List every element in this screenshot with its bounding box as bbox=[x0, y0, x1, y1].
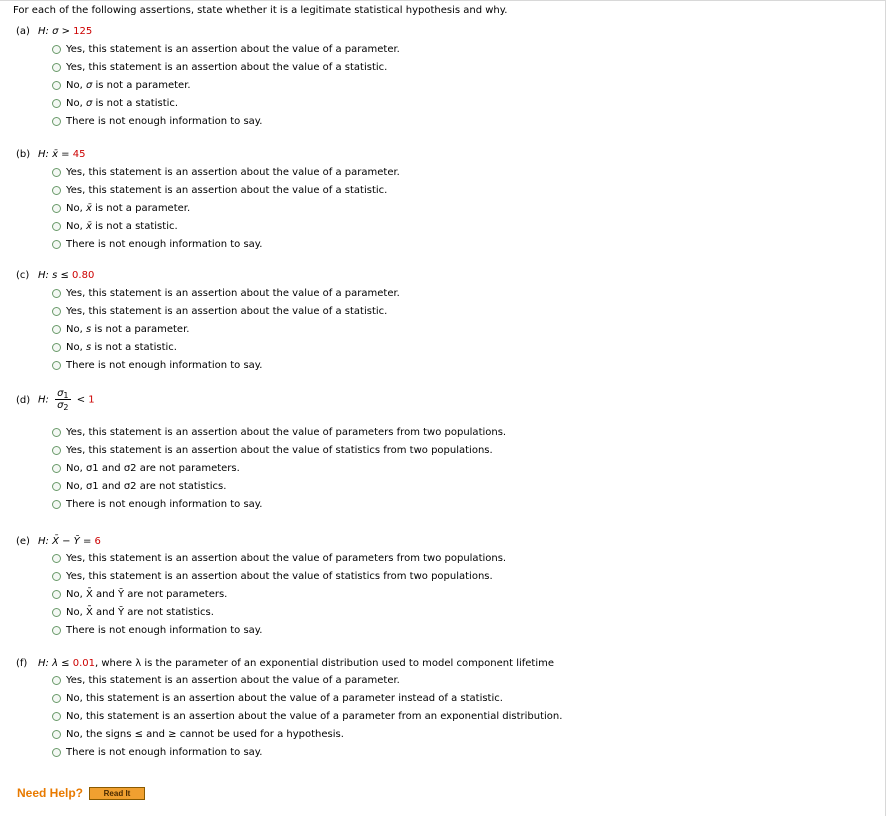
radio-button[interactable] bbox=[52, 730, 61, 739]
hypothesis-value: 125 bbox=[73, 26, 93, 37]
radio-button[interactable] bbox=[52, 117, 61, 126]
answer-option[interactable] bbox=[52, 95, 400, 113]
radio-button[interactable] bbox=[52, 325, 61, 334]
question-d bbox=[16, 388, 95, 411]
answer-option[interactable] bbox=[52, 459, 506, 477]
fraction-denominator bbox=[57, 400, 68, 411]
answer-option[interactable] bbox=[52, 76, 400, 94]
answer-option[interactable] bbox=[52, 671, 562, 689]
question-a bbox=[16, 26, 92, 37]
answer-option[interactable] bbox=[52, 744, 562, 762]
option-text: Yes, this statement is an assertion about the value of a statistic. bbox=[66, 61, 388, 73]
question-label: (b) bbox=[16, 149, 31, 160]
read-it-button[interactable]: Read It bbox=[89, 787, 145, 800]
hypothesis-symbol: X̄ − Ȳ bbox=[52, 536, 80, 547]
need-help-label: Need Help? bbox=[17, 786, 84, 800]
fraction-numerator bbox=[55, 388, 70, 400]
option-text: Yes, this statement is an assertion about the value of statistics from two populations. bbox=[66, 570, 493, 582]
radio-button[interactable] bbox=[52, 608, 61, 617]
option-text: Yes, this statement is an assertion about the value of a statistic. bbox=[66, 305, 388, 317]
radio-button[interactable] bbox=[52, 626, 61, 635]
radio-button[interactable] bbox=[52, 482, 61, 491]
option-text: No, σ is not a statistic. bbox=[66, 98, 179, 110]
option-symbol: σ bbox=[85, 79, 93, 91]
hypothesis-relation: = bbox=[79, 536, 95, 547]
hypothesis-relation: = bbox=[58, 149, 73, 160]
radio-button[interactable] bbox=[52, 204, 61, 213]
option-text: No, x̄ is not a statistic. bbox=[66, 221, 178, 233]
page-border-top bbox=[0, 0, 886, 1]
answer-option[interactable] bbox=[52, 181, 400, 199]
hypothesis-relation: > bbox=[58, 26, 74, 37]
options-c bbox=[52, 284, 400, 375]
answer-option[interactable] bbox=[52, 113, 400, 131]
option-text: No, σ is not a parameter. bbox=[66, 79, 191, 91]
hypothesis-symbol: σ bbox=[52, 26, 59, 37]
question-intro: For each of the following assertions, state whether it is a legitimate statistical hypothesis and why. bbox=[13, 5, 508, 16]
option-text: Yes, this statement is an assertion about the value of a statistic. bbox=[66, 184, 388, 196]
sigma-symbol: σ bbox=[57, 388, 64, 399]
subscript: 1 bbox=[63, 391, 69, 400]
answer-option[interactable] bbox=[52, 320, 400, 338]
option-text: No, this statement is an assertion about the value of a parameter from an exponential distribution. bbox=[66, 710, 563, 722]
hypothesis-symbol: x̄ bbox=[52, 149, 58, 160]
question-label: (a) bbox=[16, 26, 30, 37]
option-text: No, X̄ and Ȳ are not parameters. bbox=[66, 588, 228, 600]
radio-button[interactable] bbox=[52, 45, 61, 54]
radio-button[interactable] bbox=[52, 554, 61, 563]
answer-option[interactable] bbox=[52, 218, 400, 236]
option-text: Yes, this statement is an assertion about the value of statistics from two populations. bbox=[66, 444, 493, 456]
option-text: No, σ1 and σ2 are not parameters. bbox=[66, 462, 240, 474]
hypothesis-value: 45 bbox=[72, 149, 86, 160]
radio-button[interactable] bbox=[52, 694, 61, 703]
option-symbol: x̄ bbox=[85, 221, 92, 233]
options-e bbox=[52, 549, 506, 640]
option-text: No, s is not a parameter. bbox=[66, 323, 190, 335]
option-symbol: s bbox=[85, 323, 92, 335]
answer-option[interactable] bbox=[52, 585, 506, 603]
answer-option[interactable] bbox=[52, 496, 506, 514]
hypothesis-h: H: bbox=[38, 270, 49, 281]
hypothesis-value: 6 bbox=[94, 536, 101, 547]
radio-button[interactable] bbox=[52, 361, 61, 370]
option-text: Yes, this statement is an assertion about the value of a parameter. bbox=[66, 674, 400, 686]
question-c bbox=[16, 270, 94, 281]
option-symbol: x̄ bbox=[85, 202, 92, 214]
hypothesis-value: 0.01 bbox=[72, 658, 96, 669]
answer-option[interactable] bbox=[52, 423, 506, 441]
radio-button[interactable] bbox=[52, 63, 61, 72]
answer-option[interactable] bbox=[52, 236, 400, 254]
answer-option[interactable] bbox=[52, 478, 506, 496]
options-d bbox=[52, 423, 506, 514]
radio-button[interactable] bbox=[52, 343, 61, 352]
answer-option[interactable] bbox=[52, 284, 400, 302]
answer-option[interactable] bbox=[52, 441, 506, 459]
question-b bbox=[16, 149, 85, 160]
question-label: (e) bbox=[16, 536, 30, 547]
sigma-symbol: σ bbox=[57, 400, 64, 411]
radio-button[interactable] bbox=[52, 464, 61, 473]
hypothesis-h: H: bbox=[38, 394, 49, 406]
options-f bbox=[52, 671, 562, 762]
answer-option[interactable] bbox=[52, 302, 400, 320]
option-text: There is not enough information to say. bbox=[66, 499, 263, 511]
question-label: (d) bbox=[16, 394, 31, 406]
hypothesis-value: 0.80 bbox=[72, 270, 95, 281]
option-text: No, the signs ≤ and ≥ cannot be used for a hypothesis. bbox=[66, 729, 344, 741]
radio-button[interactable] bbox=[52, 222, 61, 231]
answer-option[interactable] bbox=[52, 567, 506, 585]
option-text: There is not enough information to say. bbox=[66, 360, 263, 372]
radio-button[interactable] bbox=[52, 572, 61, 581]
radio-button[interactable] bbox=[52, 712, 61, 721]
question-label: (f) bbox=[16, 658, 28, 669]
option-text: There is not enough information to say. bbox=[66, 116, 263, 128]
question-label: (c) bbox=[16, 270, 30, 281]
option-text: Yes, this statement is an assertion about the value of a parameter. bbox=[66, 43, 400, 55]
answer-option[interactable] bbox=[52, 604, 506, 622]
radio-button[interactable] bbox=[52, 186, 61, 195]
subscript: 2 bbox=[63, 403, 69, 412]
option-text: No, σ1 and σ2 are not statistics. bbox=[66, 481, 227, 493]
option-text: No, s is not a statistic. bbox=[66, 342, 177, 354]
hypothesis-value: 1 bbox=[88, 394, 95, 406]
radio-button[interactable] bbox=[52, 240, 61, 249]
option-text: There is not enough information to say. bbox=[66, 747, 263, 759]
answer-option[interactable] bbox=[52, 357, 400, 375]
hypothesis-h: H: bbox=[38, 149, 49, 160]
options-b bbox=[52, 163, 400, 254]
radio-button[interactable] bbox=[52, 168, 61, 177]
radio-button[interactable] bbox=[52, 99, 61, 108]
radio-button[interactable] bbox=[52, 428, 61, 437]
radio-button[interactable] bbox=[52, 590, 61, 599]
answer-option[interactable] bbox=[52, 689, 562, 707]
hypothesis-h: H: bbox=[38, 26, 49, 37]
hypothesis-relation: ≤ bbox=[58, 658, 73, 669]
radio-button[interactable] bbox=[52, 81, 61, 90]
option-text: Yes, this statement is an assertion about the value of parameters from two populations. bbox=[66, 426, 507, 438]
option-symbol: s bbox=[85, 342, 92, 354]
radio-button[interactable] bbox=[52, 446, 61, 455]
question-f bbox=[16, 658, 554, 669]
radio-button[interactable] bbox=[52, 748, 61, 757]
radio-button[interactable] bbox=[52, 307, 61, 316]
option-text: Yes, this statement is an assertion about the value of parameters from two populations. bbox=[66, 552, 507, 564]
answer-option[interactable] bbox=[52, 549, 506, 567]
radio-button[interactable] bbox=[52, 289, 61, 298]
answer-option[interactable] bbox=[52, 726, 562, 744]
hypothesis-symbol: s bbox=[52, 270, 58, 281]
hypothesis-relation: < bbox=[73, 394, 89, 406]
answer-option[interactable] bbox=[52, 339, 400, 357]
answer-option[interactable] bbox=[52, 622, 506, 640]
answer-option[interactable] bbox=[52, 199, 400, 217]
radio-button[interactable] bbox=[52, 500, 61, 509]
hypothesis-h: H: bbox=[38, 658, 49, 669]
option-text: Yes, this statement is an assertion about the value of a parameter. bbox=[66, 287, 400, 299]
answer-option[interactable] bbox=[52, 40, 400, 58]
question-e bbox=[16, 536, 101, 547]
answer-option[interactable] bbox=[52, 58, 400, 76]
options-a bbox=[52, 40, 400, 131]
option-symbol: σ bbox=[85, 98, 93, 110]
option-text: No, X̄ and Ȳ are not statistics. bbox=[66, 607, 214, 619]
option-text: There is not enough information to say. bbox=[66, 239, 263, 251]
hypothesis-h: H: bbox=[38, 536, 49, 547]
hypothesis-symbol: λ bbox=[52, 658, 58, 669]
option-text: Yes, this statement is an assertion about the value of a parameter. bbox=[66, 166, 400, 178]
answer-option[interactable] bbox=[52, 707, 562, 725]
answer-option[interactable] bbox=[52, 163, 400, 181]
option-text: There is not enough information to say. bbox=[66, 625, 263, 637]
hypothesis-description: , where λ is the parameter of an exponential distribution used to model component lifetime bbox=[95, 658, 555, 669]
radio-button[interactable] bbox=[52, 676, 61, 685]
option-text: No, this statement is an assertion about the value of a parameter instead of a statistic. bbox=[66, 692, 503, 704]
hypothesis-relation: ≤ bbox=[57, 270, 73, 281]
option-text: No, x̄ is not a parameter. bbox=[66, 202, 191, 214]
fraction-sigma1-over-sigma2 bbox=[55, 388, 70, 411]
